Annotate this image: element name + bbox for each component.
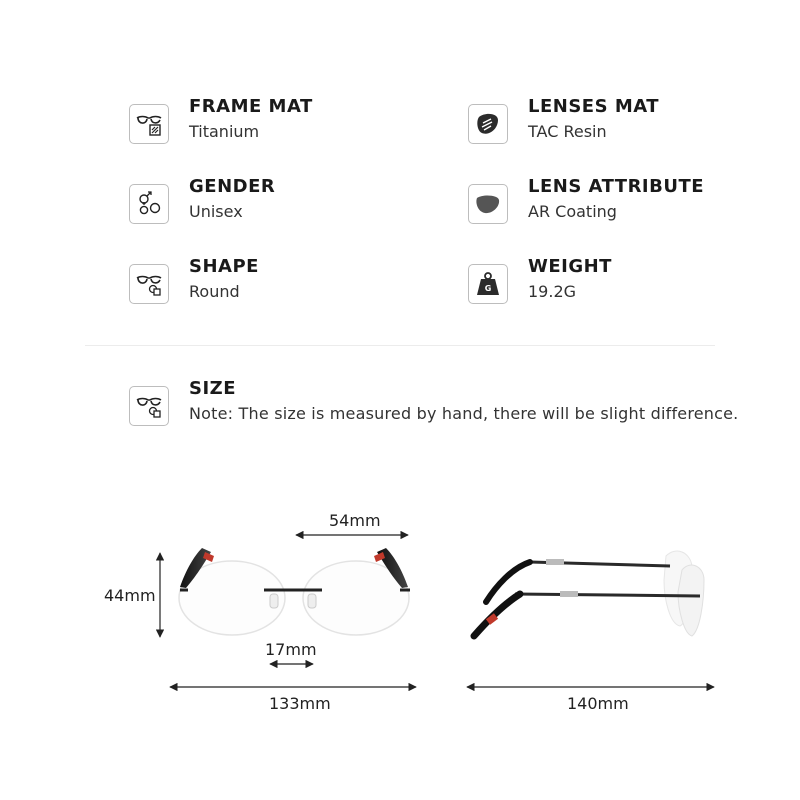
- temple-length-label: 140mm: [567, 694, 629, 713]
- side-temple-lower-band: [560, 591, 578, 597]
- front-glasses: [179, 548, 410, 635]
- weight-icon-letter: G: [484, 284, 492, 293]
- spec-title: FRAME MAT: [189, 96, 313, 117]
- side-temple-lower: [515, 594, 700, 596]
- size-title: SIZE: [189, 378, 237, 399]
- nose-pad-left: [270, 594, 278, 608]
- spec-title: LENSES MAT: [528, 96, 660, 117]
- spec-value: Round: [189, 282, 240, 301]
- total-width-label: 133mm: [269, 694, 331, 713]
- side-temple-upper-tip: [486, 562, 530, 602]
- side-temple-upper-band: [546, 559, 564, 565]
- size-note: Note: The size is measured by hand, there will be slight difference.: [189, 404, 739, 423]
- side-temple-red-accent: [488, 616, 496, 622]
- lens-height-label: 44mm: [104, 586, 156, 605]
- spec-title: WEIGHT: [528, 256, 612, 277]
- nose-pad-right: [308, 594, 316, 608]
- side-temple-lower-tip: [474, 594, 520, 636]
- spec-value: Unisex: [189, 202, 243, 221]
- spec-value: TAC Resin: [528, 122, 607, 141]
- spec-title: SHAPE: [189, 256, 259, 277]
- spec-title: LENS ATTRIBUTE: [528, 176, 705, 197]
- side-lens-front: [678, 565, 704, 636]
- spec-title: GENDER: [189, 176, 276, 197]
- lens-width-label: 54mm: [329, 511, 381, 530]
- spec-value: AR Coating: [528, 202, 617, 221]
- side-view-glasses: [474, 551, 704, 636]
- spec-value: 19.2G: [528, 282, 577, 301]
- bridge-label: 17mm: [265, 640, 317, 659]
- spec-value: Titanium: [189, 122, 260, 141]
